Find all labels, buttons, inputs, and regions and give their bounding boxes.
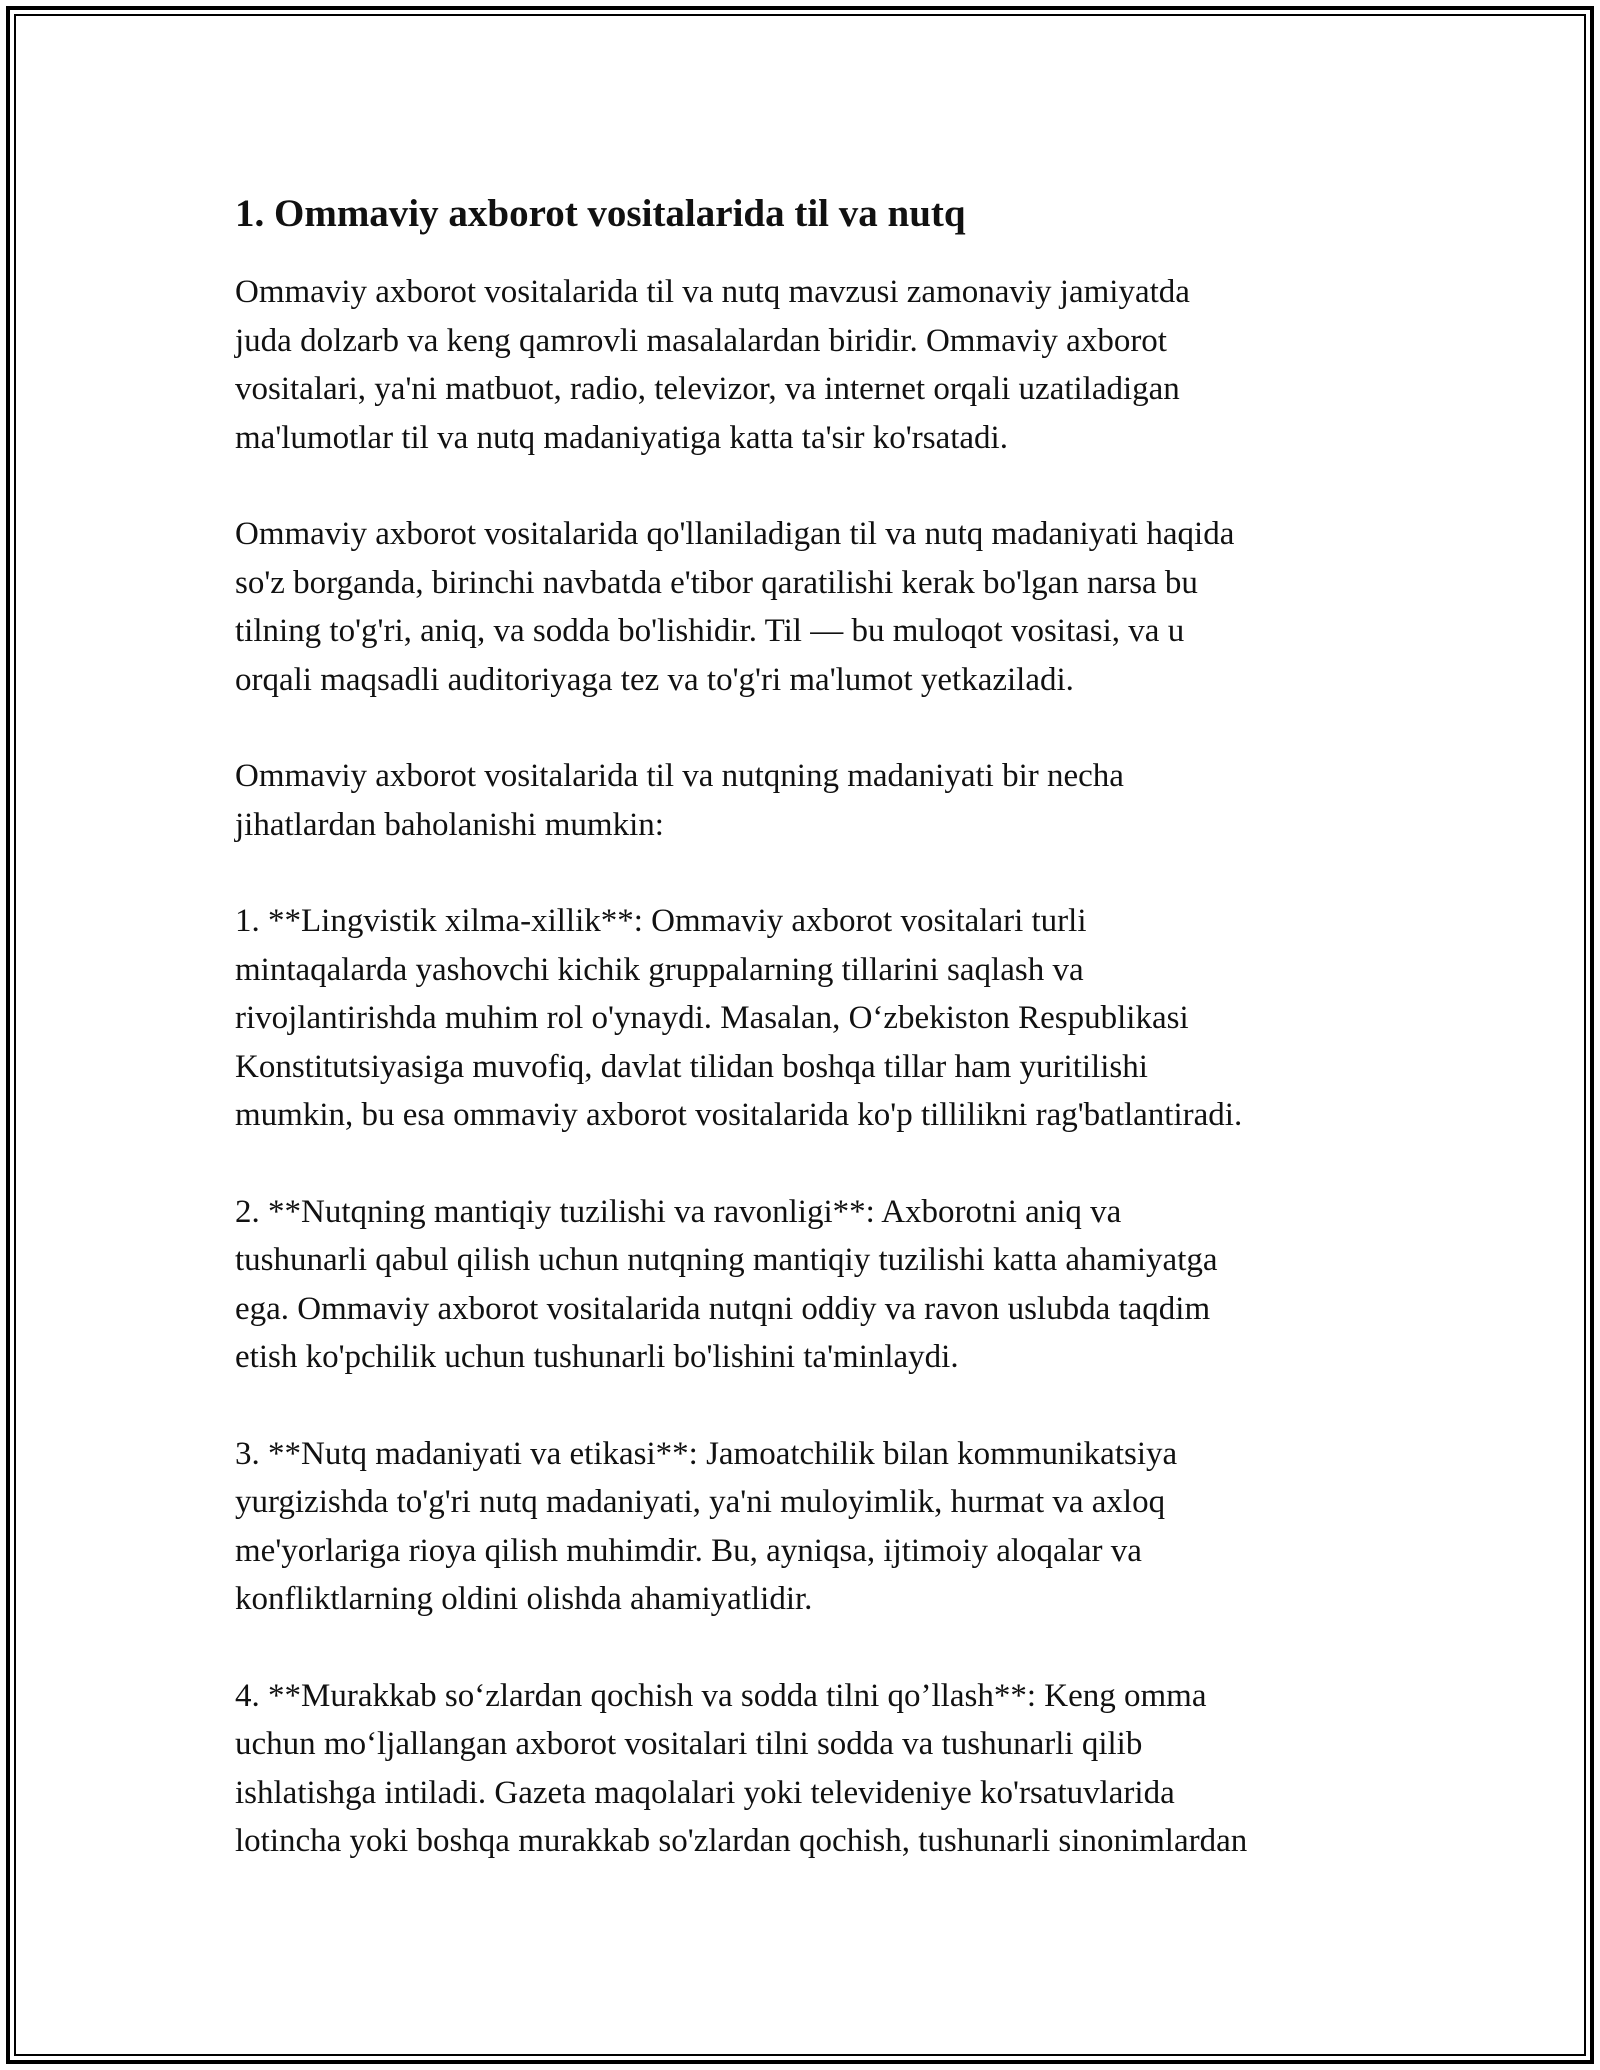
text-line: mintaqalarda yashovchi kichik gruppalarning tillarini saqlash va	[235, 951, 1084, 988]
text-line: uchun mo‘ljallangan axborot vositalari tilni sodda va tushunarli qilib	[235, 1726, 1143, 1762]
text-line: konfliktlarning oldini olishda ahamiyatlidir.	[235, 1581, 813, 1617]
text-line: tushunarli qabul qilish uchun nutqning mantiqiy tuzilishi katta ahamiyatga	[235, 1242, 1218, 1278]
text-line: so'z borganda, birinchi navbatda e'tibor qaratilishi kerak bo'lgan narsa bu	[235, 564, 1198, 601]
text-line: lotincha yoki boshqa murakkab so'zlardan qochish, tushunarli sinonimlardan	[235, 1823, 1248, 1859]
text-line: mumkin, bu esa ommaviy axborot vositalarida ko'p tillilikni rag'batlantiradi.	[235, 1097, 1243, 1133]
text-line: orqali maqsadli auditoriyaga tez va to'g'ri ma'lumot yetkaziladi.	[235, 661, 1074, 698]
text-line: jihatlardan baholanishi mumkin:	[235, 806, 664, 843]
text-line: ishlatishga intiladi. Gazeta maqolalari yoki televideniye ko'rsatuvlarida	[235, 1774, 1175, 1811]
text-line: 1. **Lingvistik xilma-xillik**: Ommaviy axborot vositalari turli	[235, 903, 1087, 939]
text-line: 4. **Murakkab so‘zlardan qochish va sodda tilni qo’llash**: Keng omma	[235, 1677, 1207, 1714]
list-item-linguistic-diversity	[235, 897, 1385, 1140]
text-line: tilning to'g'ri, aniq, va sodda bo'lishidir. Til — bu muloqot vositasi, va u	[235, 613, 1185, 649]
paragraph-intro	[235, 268, 1385, 462]
text-line: ma'lumotlar til va nutq madaniyatiga katta ta'sir ko'rsatadi.	[235, 419, 1008, 456]
list-item-simple-language	[235, 1672, 1385, 1866]
text-line: juda dolzarb va keng qamrovli masalalardan biridir. Ommaviy axborot	[235, 322, 1167, 359]
text-line: me'yorlariga rioya qilish muhimdir. Bu, ayniqsa, ijtimoiy aloqalar va	[235, 1532, 1142, 1569]
text-line: etish ko'pchilik uchun tushunarli bo'lishini ta'minlaydi.	[235, 1339, 959, 1375]
document-title: 1. Ommaviy axborot vositalarida til va nutq	[235, 192, 966, 235]
text-line: Ommaviy axborot vositalarida qo'llaniladigan til va nutq madaniyati haqida	[235, 516, 1235, 552]
document-body	[235, 186, 1385, 1914]
list-item-speech-ethics	[235, 1430, 1385, 1624]
text-line: Konstitutsiyasiga muvofiq, davlat tilidan boshqa tillar ham yuritilishi	[235, 1048, 1148, 1085]
text-line: ega. Ommaviy axborot vositalarida nutqni oddiy va ravon uslubda taqdim	[235, 1290, 1211, 1327]
text-line: yurgizishda to'g'ri nutq madaniyati, ya'ni muloyimlik, hurmat va axloq	[235, 1484, 1166, 1520]
text-line: Ommaviy axborot vositalarida til va nutq mavzusi zamonaviy jamiyatda	[235, 274, 1190, 310]
text-line: 3. **Nutq madaniyati va etikasi**: Jamoatchilik bilan kommunikatsiya	[235, 1435, 1178, 1472]
text-line: Ommaviy axborot vositalarida til va nutqning madaniyati bir necha	[235, 758, 1124, 794]
text-line: rivojlantirishda muhim rol o'ynaydi. Masalan, O‘zbekiston Respublikasi	[235, 1000, 1189, 1036]
paragraph-aspects-intro	[235, 752, 1385, 849]
text-line: 2. **Nutqning mantiqiy tuzilishi va ravonligi**: Axborotni aniq va	[235, 1193, 1122, 1230]
list-item-logical-structure	[235, 1188, 1385, 1382]
paragraph-language-culture	[235, 510, 1385, 704]
text-line: vositalari, ya'ni matbuot, radio, televizor, va internet orqali uzatiladigan	[235, 371, 1180, 407]
